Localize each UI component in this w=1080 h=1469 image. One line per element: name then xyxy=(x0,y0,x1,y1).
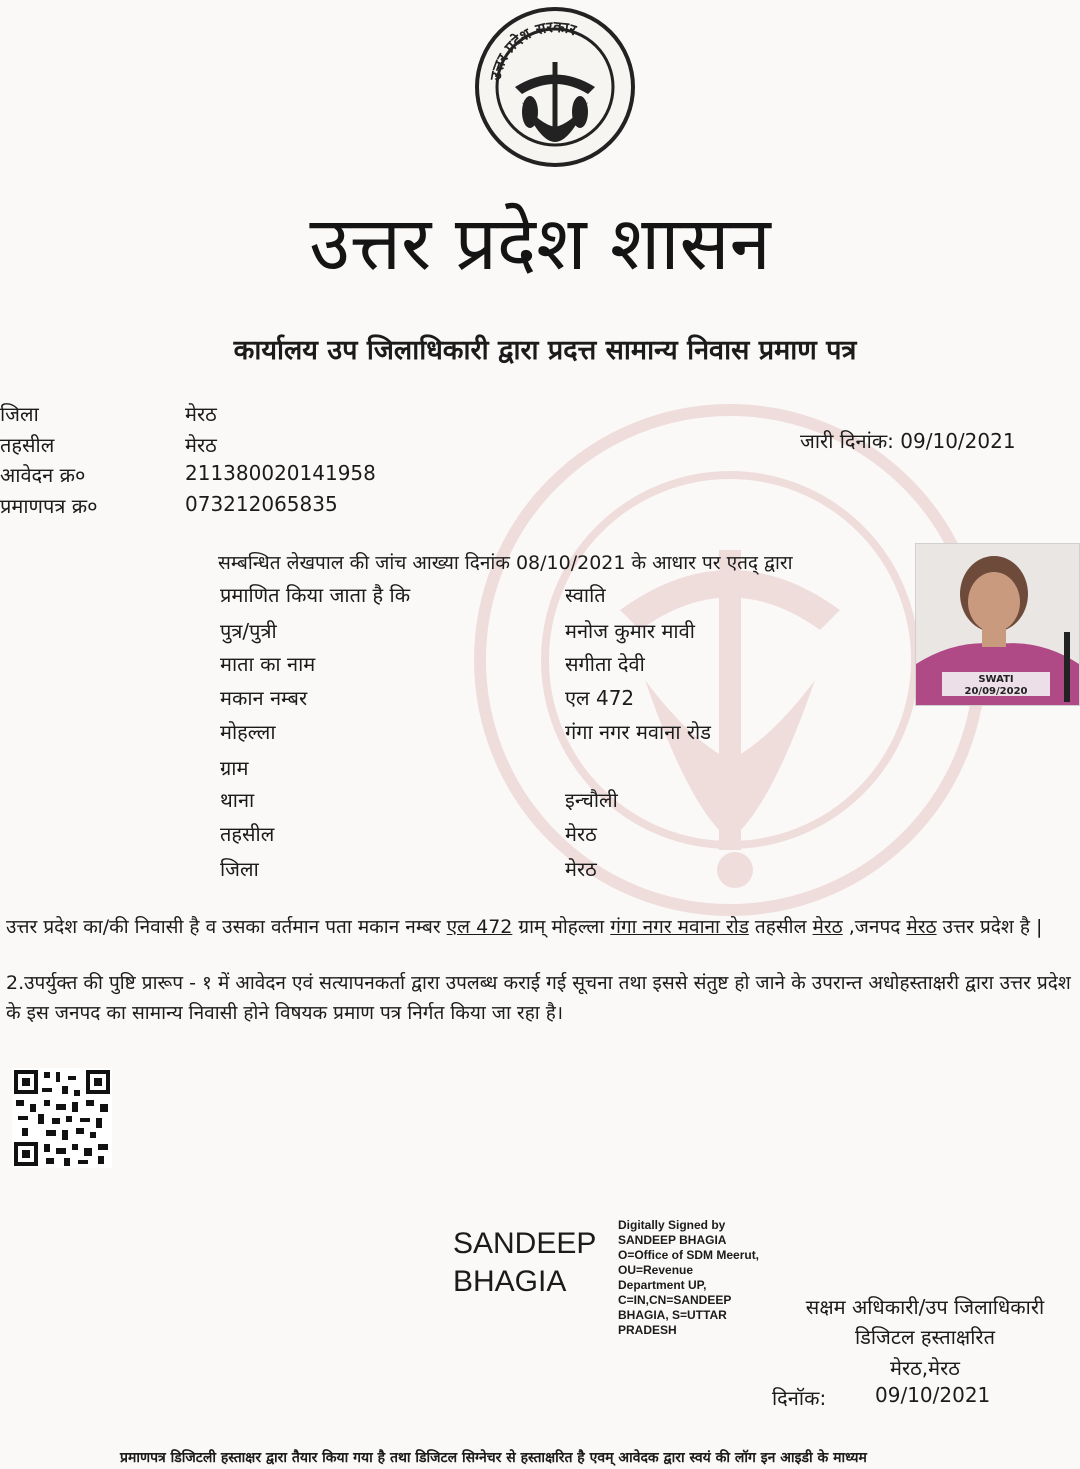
meta-label: प्रमाणपत्र क्र० xyxy=(0,494,98,518)
intro-text: सम्बन्धित लेखपाल की जांच आख्या दिनांक 08/10/2021 के आधार पर एतद् द्वारा xyxy=(218,552,793,574)
authority-line-3: मेरठ,मेरठ xyxy=(890,1356,960,1380)
detail-label: मोहल्ला xyxy=(220,720,276,744)
issue-date-label: जारी दिनांक: xyxy=(800,429,894,453)
detail-value: गंगा नगर मवाना रोड xyxy=(565,720,711,744)
authority-line-2: डिजिटल हस्ताक्षरित xyxy=(855,1325,995,1349)
meta-value: 073212065835 xyxy=(185,492,338,516)
detail-value: मेरठ xyxy=(565,822,597,846)
detail-label: ग्राम xyxy=(220,756,249,780)
person-photo-icon xyxy=(916,544,1079,705)
govt-title: उत्तर प्रदेश शासन xyxy=(309,201,771,287)
up-govt-emblem xyxy=(470,2,640,172)
digital-signature-details: Digitally Signed by SANDEEP BHAGIA O=Office of SDM Meerut, OU=Revenue Department UP, C=IN,CN=SANDEEP BHAGIA, S=UTTAR PRADESH xyxy=(618,1218,760,1337)
para-house-no: एल 472 xyxy=(446,916,513,938)
signer-name: SANDEEP BHAGIA xyxy=(453,1227,597,1298)
certificate-subtitle: कार्यालय उप जिलाधिकारी द्वारा प्रदत्त सामान्य निवास प्रमाण पत्र xyxy=(233,335,857,366)
para-mohalla: गंगा नगर मवाना रोड xyxy=(610,916,749,938)
detail-label: तहसील xyxy=(220,822,275,846)
confirmation-paragraph: 2.उपर्युक्त की पुष्टि प्रारूप - १ में आवेदन एवं सत्यापनकर्ता द्वारा उपलब्ध कराई गई सूचना तथा इससे संतुष्ट हो जाने के उपरान्त अधोहस्ताक्षरी द्वारा उत्तर प्रदेश के इस जनपद का सामान्य निवासी होने विषयक प्रमाण पत्र निर्गत किया जा रहा है। xyxy=(6,972,1071,1024)
qr-code-icon xyxy=(12,1068,112,1168)
authority-line-1: सक्षम अधिकारी/उप जिलाधिकारी xyxy=(805,1295,1045,1319)
detail-value: इन्चौली xyxy=(565,788,618,812)
detail-value: मेरठ xyxy=(565,857,597,881)
detail-label: माता का नाम xyxy=(220,652,316,676)
photo-date: 20/09/2020 xyxy=(964,686,1028,697)
applicant-photo xyxy=(915,543,1080,706)
para-district: मेरठ xyxy=(906,916,937,938)
detail-label: जिला xyxy=(220,857,259,881)
meta-label: तहसील xyxy=(0,433,55,457)
para-tehsil: मेरठ xyxy=(812,916,843,938)
footer-note: प्रमाणपत्र डिजिटली हस्ताक्षर द्वारा तैयार किया गया है तथा डिजिटल सिग्नेचर से हस्ताक्षरित है एवम् आवेदक द्वारा स्वयं की लॉग इन आइडी के माध्यम xyxy=(120,1450,867,1466)
signed-date-label: दिनॉक: xyxy=(772,1386,827,1410)
meta-value: 211380020141958 xyxy=(185,461,376,485)
emblem-text: उत्तर प्रदेश सरकार xyxy=(486,17,579,82)
meta-label: आवेदन क्र० xyxy=(0,463,86,487)
signed-date-value: 09/10/2021 xyxy=(875,1383,991,1407)
detail-label: प्रमाणित किया जाता है कि xyxy=(220,583,411,607)
detail-value: एल 472 xyxy=(565,686,635,710)
detail-label: थाना xyxy=(220,788,255,812)
photo-name: SWATI xyxy=(978,674,1014,685)
detail-value: मनोज कुमार मावी xyxy=(565,619,695,643)
meta-label: जिला xyxy=(0,402,39,426)
para-text: ग्राम् मोहल्ला xyxy=(512,916,611,938)
para-text: तहसील xyxy=(748,916,813,938)
meta-value: मेरठ xyxy=(185,402,217,426)
para-text: ,जनपद xyxy=(842,916,907,938)
meta-value: मेरठ xyxy=(185,433,217,457)
detail-label: मकान नम्बर xyxy=(220,686,308,710)
detail-value: सगीता देवी xyxy=(565,652,645,676)
issue-date-value: 09/10/2021 xyxy=(900,429,1016,453)
para-text: उत्तर प्रदेश का/की निवासी है व उसका वर्तमान पता मकान नम्बर xyxy=(6,916,447,938)
para-text: उत्तर प्रदेश है | xyxy=(936,916,1043,938)
detail-value: स्वाति xyxy=(565,583,606,607)
detail-label: पुत्र/पुत्री xyxy=(220,619,277,643)
watermark-seal-icon xyxy=(470,380,990,940)
issue-date xyxy=(800,427,1016,454)
residence-paragraph xyxy=(6,912,1071,942)
